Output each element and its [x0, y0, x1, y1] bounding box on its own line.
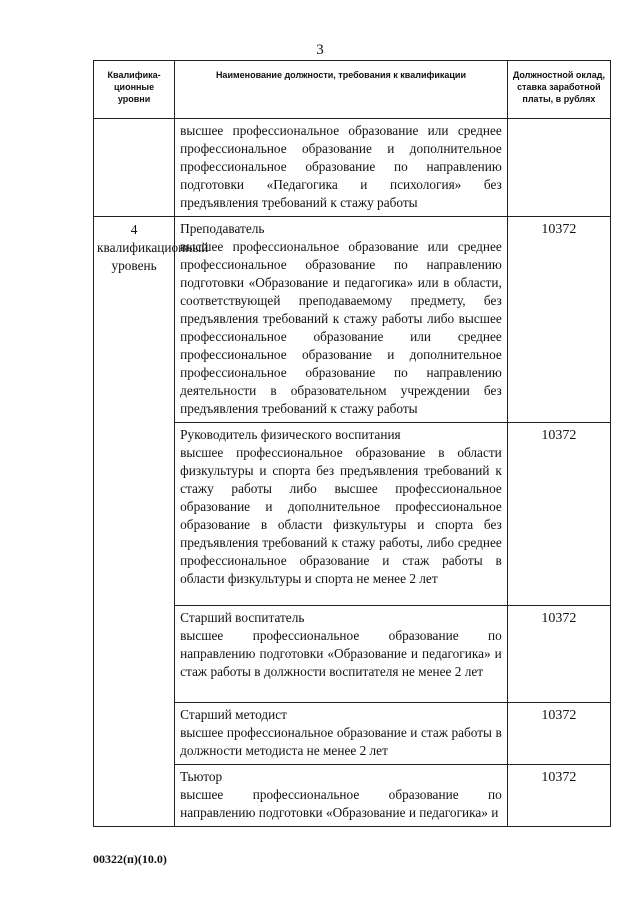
salary-cell-empty: [507, 119, 610, 217]
position-requirements: высшее профессиональное образование по направлению подготовки «Образование и педагогика» и: [180, 787, 502, 820]
salary-cell: [507, 606, 610, 703]
document-code: 00322(п)(10.0): [93, 852, 167, 866]
salary-cell: [507, 765, 610, 827]
level-cell-empty: [94, 119, 175, 217]
position-title: Руководитель физического воспитания: [180, 427, 401, 442]
salary-cell: [507, 703, 610, 765]
position-title: Старший методист: [180, 707, 287, 722]
page-number: 3: [316, 42, 324, 58]
requirements-cell: [175, 119, 508, 217]
salary-value: 10372: [541, 428, 577, 443]
table-row-continuation: [94, 119, 611, 217]
header-level: Квалифика-ционные уровни: [94, 61, 175, 119]
position-title: Старший воспитатель: [180, 610, 305, 625]
salary-cell: [507, 423, 610, 606]
table-row: [94, 217, 611, 423]
requirements-cell: [175, 765, 508, 827]
qualification-table: [93, 60, 611, 827]
requirements-cell: [175, 217, 508, 423]
salary-cell: [507, 217, 610, 423]
salary-value: 10372: [541, 222, 577, 237]
position-title: Преподаватель: [180, 221, 265, 236]
position-title: Тьютор: [180, 769, 223, 784]
requirements-cell: [175, 423, 508, 606]
level-label: 4 квалификационный уровень: [97, 222, 209, 273]
header-requirements: Наименование должности, требования к квалификации: [175, 61, 508, 119]
salary-value: 10372: [541, 708, 577, 723]
requirements-cell: [175, 703, 508, 765]
continuation-text: высшее профессиональное образование или среднее профессиональное образование и дополнительное профессиональное образование по направлению подготовки «Педагогика и психология» без предъявления требований к стажу работы: [180, 123, 502, 210]
table-header-row: [94, 61, 611, 119]
position-requirements: высшее профессиональное образование и стаж работы в должности методиста не менее 2 лет: [180, 725, 502, 758]
salary-value: 10372: [541, 770, 577, 785]
requirements-cell: [175, 606, 508, 703]
position-requirements: высшее профессиональное образование или среднее профессиональное образование по направлению подготовки «Образование и педагогика» или в области, соответствующей преподаваемому предмету, без предъявления требований к стажу работы либо высшее профессиональное образование или среднее профессиональное образование и дополнительное профессиональное образование по направлению деятельности в образовательном учреждении без предъявления требований к стажу работы: [180, 239, 502, 416]
salary-value: 10372: [541, 611, 577, 626]
position-requirements: высшее профессиональное образование по направлению подготовки «Образование и педагогика» и стаж работы в должности воспитателя не менее 2 лет: [180, 628, 502, 679]
position-requirements: высшее профессиональное образование в области физкультуры и спорта без предъявления требований к стажу работы либо высшее профессиональное образование и дополнительное профессиональное образование в области физкультуры и спорта без предъявления требований к стажу работы, либо среднее профессиональное образование и стаж работы в области физкультуры и спорта не менее 2 лет: [180, 445, 502, 586]
header-salary: Должностной оклад, ставка заработной платы, в рублях: [507, 61, 610, 119]
